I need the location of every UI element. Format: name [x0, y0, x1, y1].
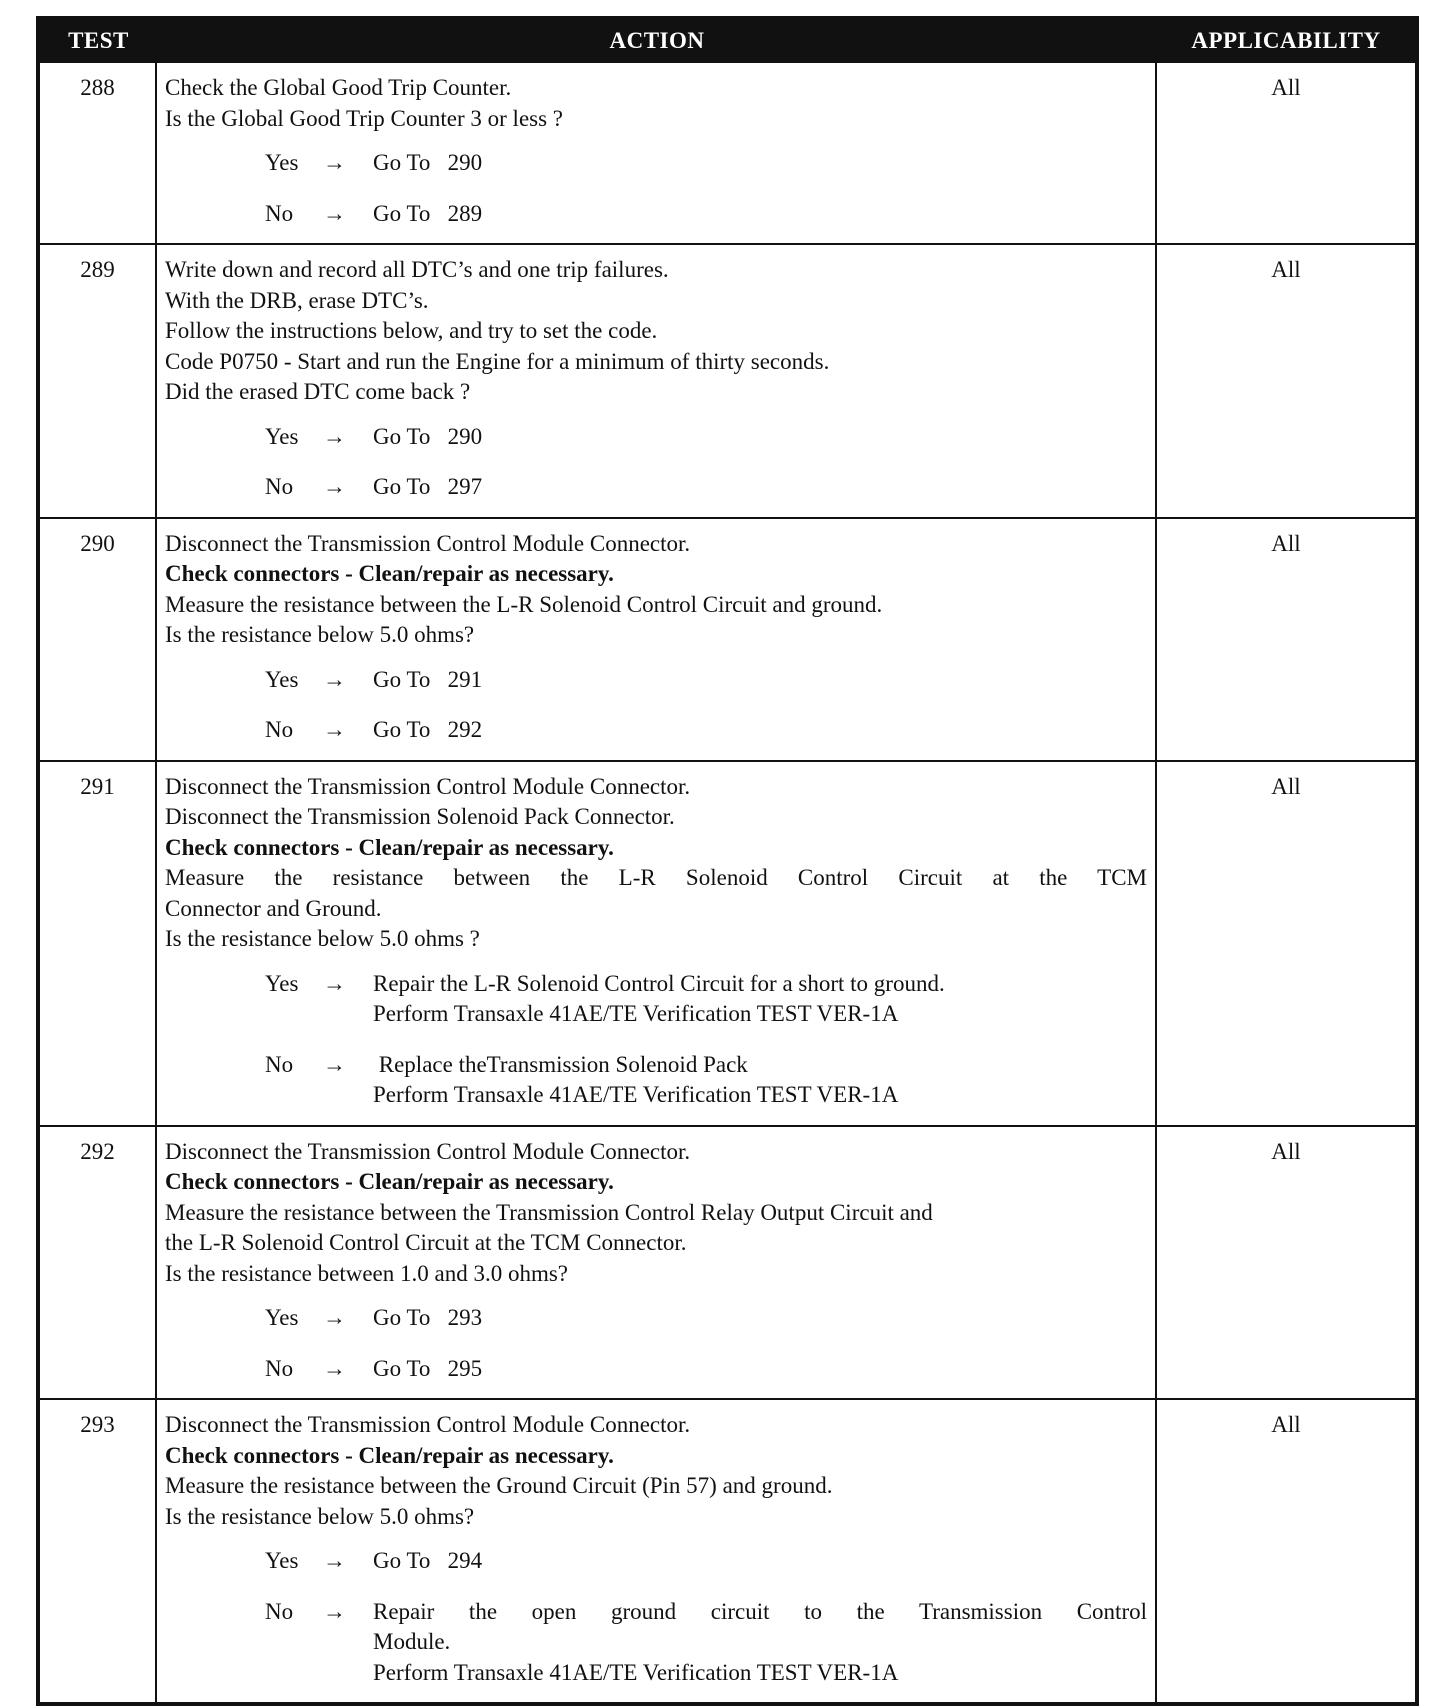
branch-result-line: Go To 290	[373, 150, 483, 175]
branch-no	[265, 1354, 1147, 1385]
table-row	[40, 517, 1415, 760]
branch-result-line: Go To 297	[373, 474, 483, 499]
action-instruction: Disconnect the Transmission Control Module Connector.	[165, 1412, 691, 1437]
branch-key: Yes	[265, 150, 299, 175]
branch-no	[265, 199, 1147, 230]
action-instruction: Disconnect the Transmission Control Module Connector.	[165, 1138, 691, 1164]
branch-result-line: Repair the L-R Solenoid Control Circuit for a short to ground.	[373, 970, 945, 996]
arrow-icon: →	[323, 970, 346, 996]
branch-result-line: Repair the open ground circuit to the Transmission Control	[373, 1598, 1147, 1624]
branch-key: Yes	[265, 1305, 299, 1330]
branch-key: No	[265, 1051, 294, 1077]
branch-result-line: Replace theTransmission Solenoid Pack	[373, 1051, 748, 1077]
arrow-icon: →	[323, 1548, 346, 1573]
branch-result-line: Go To 293	[373, 1305, 483, 1330]
branch-result	[373, 422, 1147, 453]
action-instruction: Disconnect the Transmission Control Module Connector.	[165, 773, 691, 799]
action-instruction: Measure the resistance between the L-R Solenoid Control Circuit at the TCM	[165, 865, 1147, 890]
branch-result	[373, 969, 1147, 1030]
arrow-icon: →	[323, 1305, 346, 1330]
branch-result-line: Go To 289	[373, 200, 483, 226]
branch-list	[165, 1303, 1147, 1384]
branch-list	[165, 148, 1147, 229]
action-instruction: Is the resistance below 5.0 ohms?	[165, 1503, 475, 1529]
branch-key: No	[265, 200, 294, 226]
branch-key: Yes	[265, 1548, 299, 1573]
header-applicability: APPLICABILITY	[1191, 27, 1381, 53]
applicability: All	[1271, 1412, 1301, 1437]
branch-list	[165, 1546, 1147, 1688]
action-instruction: Measure the resistance between the Ground Circuit (Pin 57) and ground.	[165, 1473, 833, 1498]
branch-result-line: Go To 292	[373, 717, 483, 742]
header-action: ACTION	[609, 27, 705, 53]
branch-list	[165, 422, 1147, 503]
branch-no	[265, 1050, 1147, 1111]
branch-key: Yes	[265, 970, 299, 996]
action-instruction: Code P0750 - Start and run the Engine for a minimum of thirty seconds.	[165, 348, 830, 374]
applicability: All	[1271, 75, 1301, 100]
branch-result	[373, 1354, 1147, 1385]
action-instruction: Is the resistance below 5.0 ohms?	[165, 622, 475, 647]
branch-result	[373, 1050, 1147, 1111]
table-row	[40, 61, 1415, 243]
arrow-icon: →	[323, 1598, 346, 1624]
diagnostic-test-table	[36, 16, 1419, 1706]
action-instruction: Connector and Ground.	[165, 895, 382, 921]
branch-no	[265, 715, 1147, 746]
applicability: All	[1271, 530, 1301, 556]
branch-result-line: Module.	[373, 1629, 451, 1654]
arrow-icon: →	[323, 1051, 346, 1077]
branch-key: No	[265, 1598, 294, 1624]
branch-result	[373, 199, 1147, 230]
branch-key: No	[265, 717, 294, 742]
branch-list	[165, 665, 1147, 746]
branch-key: Yes	[265, 666, 299, 692]
branch-result	[373, 665, 1147, 696]
action-instruction: Measure the resistance between the Transmission Control Relay Output Circuit and	[165, 1199, 933, 1225]
table-row	[40, 1125, 1415, 1399]
branch-result	[373, 715, 1147, 746]
branch-result	[373, 1546, 1147, 1577]
branch-result-line: Perform Transaxle 41AE/TE Verification TEST VER-1A	[373, 1082, 899, 1107]
action-cell	[157, 1127, 1157, 1399]
action-instruction-bold: Check connectors - Clean/repair as necessary.	[165, 1442, 614, 1468]
branch-yes	[265, 1303, 1147, 1334]
branch-result	[373, 1303, 1147, 1334]
branch-yes	[265, 422, 1147, 453]
action-instruction: Follow the instructions below, and try to set the code.	[165, 318, 658, 343]
table-row	[40, 1398, 1415, 1702]
action-instruction-bold: Check connectors - Clean/repair as necessary.	[165, 1169, 614, 1194]
action-instruction: Is the resistance below 5.0 ohms ?	[165, 926, 480, 951]
action-instruction: Measure the resistance between the L-R Solenoid Control Circuit and ground.	[165, 591, 883, 617]
action-cell	[157, 63, 1157, 243]
table-header	[40, 20, 1415, 61]
arrow-icon: →	[323, 717, 346, 742]
branch-result	[373, 1597, 1147, 1689]
action-instruction: the L-R Solenoid Control Circuit at the TCM Connector.	[165, 1230, 687, 1255]
arrow-icon: →	[323, 1355, 346, 1381]
branch-result-line: Go To 295	[373, 1355, 483, 1381]
table-row	[40, 243, 1415, 517]
branch-result-line: Go To 294	[373, 1548, 483, 1573]
branch-result-line: Perform Transaxle 41AE/TE Verification TEST VER-1A	[373, 1001, 899, 1026]
branch-yes	[265, 969, 1147, 1030]
test-number: 291	[40, 762, 157, 1125]
branch-key: No	[265, 474, 294, 499]
branch-result	[373, 472, 1147, 503]
action-instruction: Did the erased DTC come back ?	[165, 379, 471, 404]
branch-result-line: Perform Transaxle 41AE/TE Verification TEST VER-1A	[373, 1659, 899, 1685]
arrow-icon: →	[323, 474, 346, 499]
arrow-icon: →	[323, 666, 346, 692]
action-cell	[157, 762, 1157, 1125]
arrow-icon: →	[323, 200, 346, 226]
test-number: 289	[40, 245, 157, 517]
action-instruction-bold: Check connectors - Clean/repair as necessary.	[165, 561, 614, 586]
table-row	[40, 760, 1415, 1125]
test-number: 290	[40, 519, 157, 760]
action-instruction: Is the resistance between 1.0 and 3.0 ohms?	[165, 1260, 569, 1286]
action-instruction-bold: Check connectors - Clean/repair as necessary.	[165, 834, 614, 860]
test-number: 288	[40, 63, 157, 243]
action-cell	[157, 1400, 1157, 1702]
action-instruction: Disconnect the Transmission Solenoid Pack Connector.	[165, 804, 675, 829]
action-instruction: Is the Global Good Trip Counter 3 or less ?	[165, 105, 564, 131]
action-instruction: Write down and record all DTC’s and one trip failures.	[165, 257, 669, 282]
branch-yes	[265, 1546, 1147, 1577]
applicability: All	[1271, 257, 1301, 282]
action-cell	[157, 245, 1157, 517]
test-number: 292	[40, 1127, 157, 1399]
action-instruction: Disconnect the Transmission Control Module Connector.	[165, 530, 691, 556]
action-instruction: With the DRB, erase DTC’s.	[165, 287, 429, 313]
test-number: 293	[40, 1400, 157, 1702]
branch-key: Yes	[265, 423, 299, 449]
branch-key: No	[265, 1355, 294, 1381]
branch-no	[265, 472, 1147, 503]
branch-yes	[265, 665, 1147, 696]
arrow-icon: →	[323, 423, 346, 449]
applicability: All	[1271, 773, 1301, 799]
branch-result	[373, 148, 1147, 179]
table-body	[40, 61, 1415, 1702]
branch-list	[165, 969, 1147, 1111]
header-test: TEST	[68, 27, 129, 53]
applicability: All	[1271, 1138, 1301, 1164]
action-instruction: Check the Global Good Trip Counter.	[165, 75, 512, 100]
action-cell	[157, 519, 1157, 760]
arrow-icon: →	[323, 150, 346, 175]
branch-result-line: Go To 291	[373, 666, 483, 692]
branch-yes	[265, 148, 1147, 179]
branch-result-line: Go To 290	[373, 423, 483, 449]
branch-no	[265, 1597, 1147, 1689]
